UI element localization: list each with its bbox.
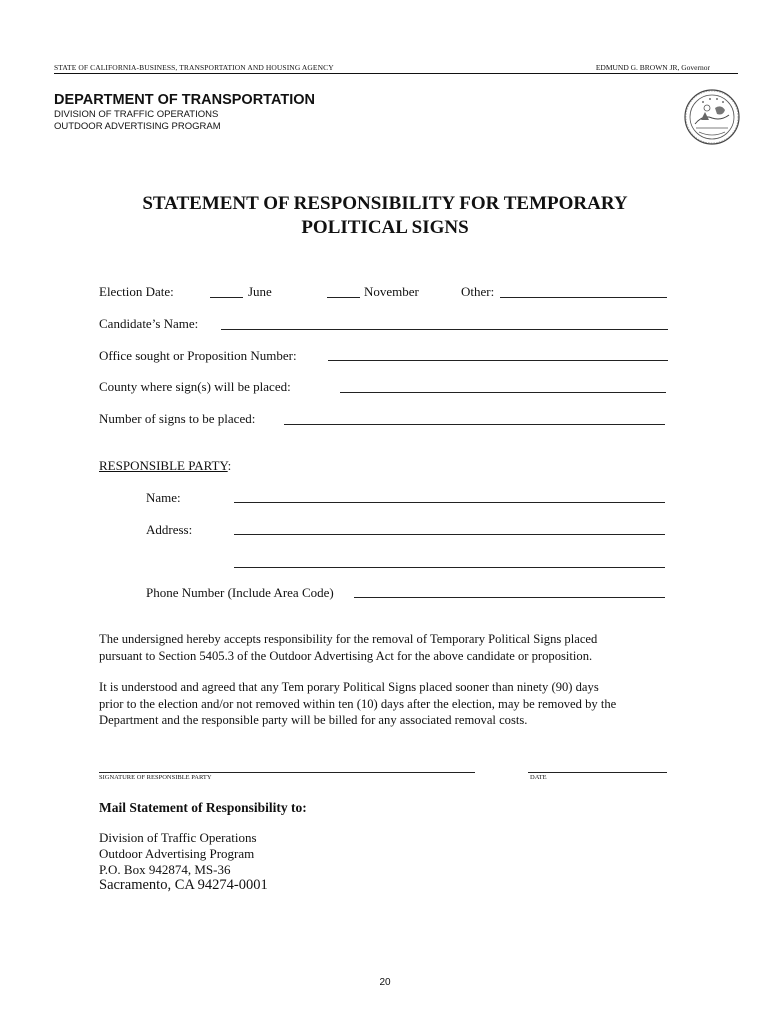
removal-terms-paragraph — [99, 679, 684, 729]
acceptance-line1: The undersigned hereby accepts responsibility for the removal of Temporary Political Signs placed — [99, 632, 598, 646]
form-title-line1: STATEMENT OF RESPONSIBILITY FOR TEMPORARY — [142, 193, 628, 214]
sign-count-label: Number of signs to be placed: — [99, 411, 256, 426]
party-phone-field[interactable] — [354, 597, 665, 598]
other-label: Other: — [461, 284, 495, 299]
removal-terms-line3: Department and the responsible party will be billed for any associated removal costs. — [99, 713, 528, 727]
office-label: Office sought or Proposition Number: — [99, 348, 297, 363]
responsible-party-heading-text: RESPONSIBLE PARTY — [99, 458, 228, 473]
office-field[interactable] — [328, 360, 668, 361]
mail-heading: Mail Statement of Responsibility to: — [99, 800, 307, 815]
party-address-label: Address: — [146, 522, 193, 537]
responsible-party-colon: : — [227, 458, 232, 473]
page-number: 20 — [379, 977, 391, 988]
party-address-field-line2[interactable] — [234, 567, 665, 568]
election-date-label: Election Date: — [99, 284, 174, 299]
removal-terms-line2: prior to the election and/or not removed within ten (10) days after the election, may be removed by the — [99, 696, 617, 711]
mail-address-line2: Outdoor Advertising Program — [99, 846, 255, 861]
november-checkbox-line[interactable] — [327, 297, 360, 298]
acceptance-paragraph — [99, 631, 684, 664]
form-title — [60, 192, 710, 240]
date-caption: DATE — [530, 774, 547, 781]
responsible-party-heading — [99, 458, 231, 474]
acceptance-line2: pursuant to Section 5405.3 of the Outdoor Advertising Act for the above candidate or proposition. — [99, 648, 593, 663]
party-phone-label: Phone Number (Include Area Code) — [146, 585, 334, 600]
signature-caption: SIGNATURE OF RESPONSIBLE PARTY — [99, 774, 212, 781]
county-field[interactable] — [340, 392, 666, 393]
party-name-label: Name: — [146, 490, 181, 505]
candidate-name-label: Candidate’s Name: — [99, 316, 199, 331]
candidate-name-field[interactable] — [221, 329, 668, 330]
party-address-field-line1[interactable] — [234, 534, 665, 535]
other-field[interactable] — [500, 297, 667, 298]
november-option-label: November — [364, 284, 419, 299]
mail-address-line4: Sacramento, CA 94274-0001 — [99, 877, 268, 893]
county-label: County where sign(s) will be placed: — [99, 379, 291, 394]
party-name-field[interactable] — [234, 502, 665, 503]
governor-name: EDMUND G. BROWN JR, Governor — [595, 63, 710, 72]
sign-count-field[interactable] — [284, 424, 665, 425]
mail-address-line1: Division of Traffic Operations — [99, 830, 257, 845]
june-checkbox-line[interactable] — [210, 297, 243, 298]
form-title-line2: POLITICAL SIGNS — [301, 217, 469, 238]
signature-field[interactable] — [99, 772, 475, 773]
division-name: DIVISION OF TRAFFIC OPERATIONS — [54, 109, 219, 120]
date-field[interactable] — [528, 772, 667, 773]
program-name: OUTDOOR ADVERTISING PROGRAM — [54, 121, 221, 132]
state-seal-icon — [683, 88, 741, 146]
header-rule — [54, 73, 738, 74]
department-title: DEPARTMENT OF TRANSPORTATION — [54, 92, 315, 108]
removal-terms-line1: It is understood and agreed that any Tem porary Political Signs placed sooner than ninety (90) days — [99, 680, 599, 694]
june-option-label: June — [248, 284, 272, 299]
agency-name: STATE OF CALIFORNIA-BUSINESS, TRANSPORTATION AND HOUSING AGENCY — [54, 63, 334, 72]
mail-address-line3: P.O. Box 942874, MS-36 — [99, 862, 231, 877]
